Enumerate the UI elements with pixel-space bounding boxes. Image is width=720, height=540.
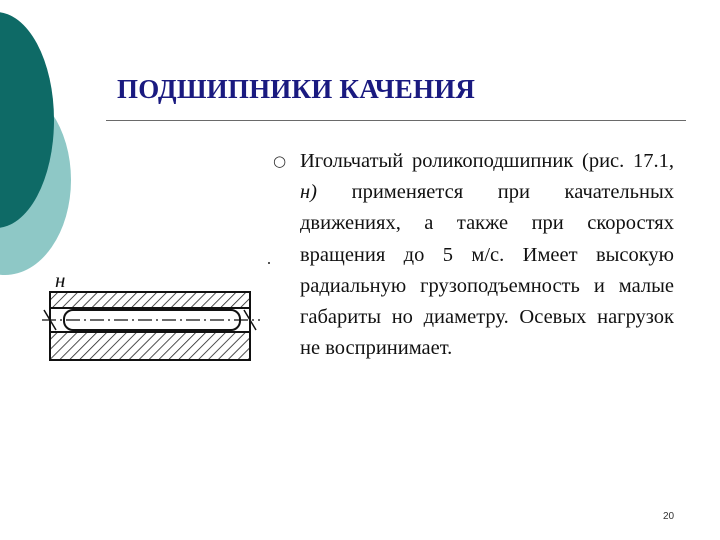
inner-ring — [50, 332, 250, 360]
decorative-shapes — [0, 0, 120, 300]
text-part-2: применяется при качательных движениях, а также при скоростях вращения до 5 м/с. Имеет высокую радиальную грузоподъемность и малые габариты но диаметру. Осевых нагрузок не воспринимает. — [300, 181, 674, 360]
hollow-circle-icon: ○ — [273, 152, 287, 170]
figure-label: н — [55, 268, 66, 292]
stray-dot — [268, 262, 270, 264]
page-number: 20 — [663, 511, 675, 522]
outer-ring — [50, 292, 250, 308]
figure-reference: н) — [300, 181, 317, 204]
text-part-1: Игольчатый роликоподшипник (рис. 17.1, — [300, 150, 674, 172]
slide-title: ПОДШИПНИКИ КАЧЕНИЯ — [117, 74, 476, 104]
bullet-text — [300, 146, 674, 364]
title-divider — [106, 120, 686, 121]
needle-bearing-drawing — [34, 266, 264, 370]
